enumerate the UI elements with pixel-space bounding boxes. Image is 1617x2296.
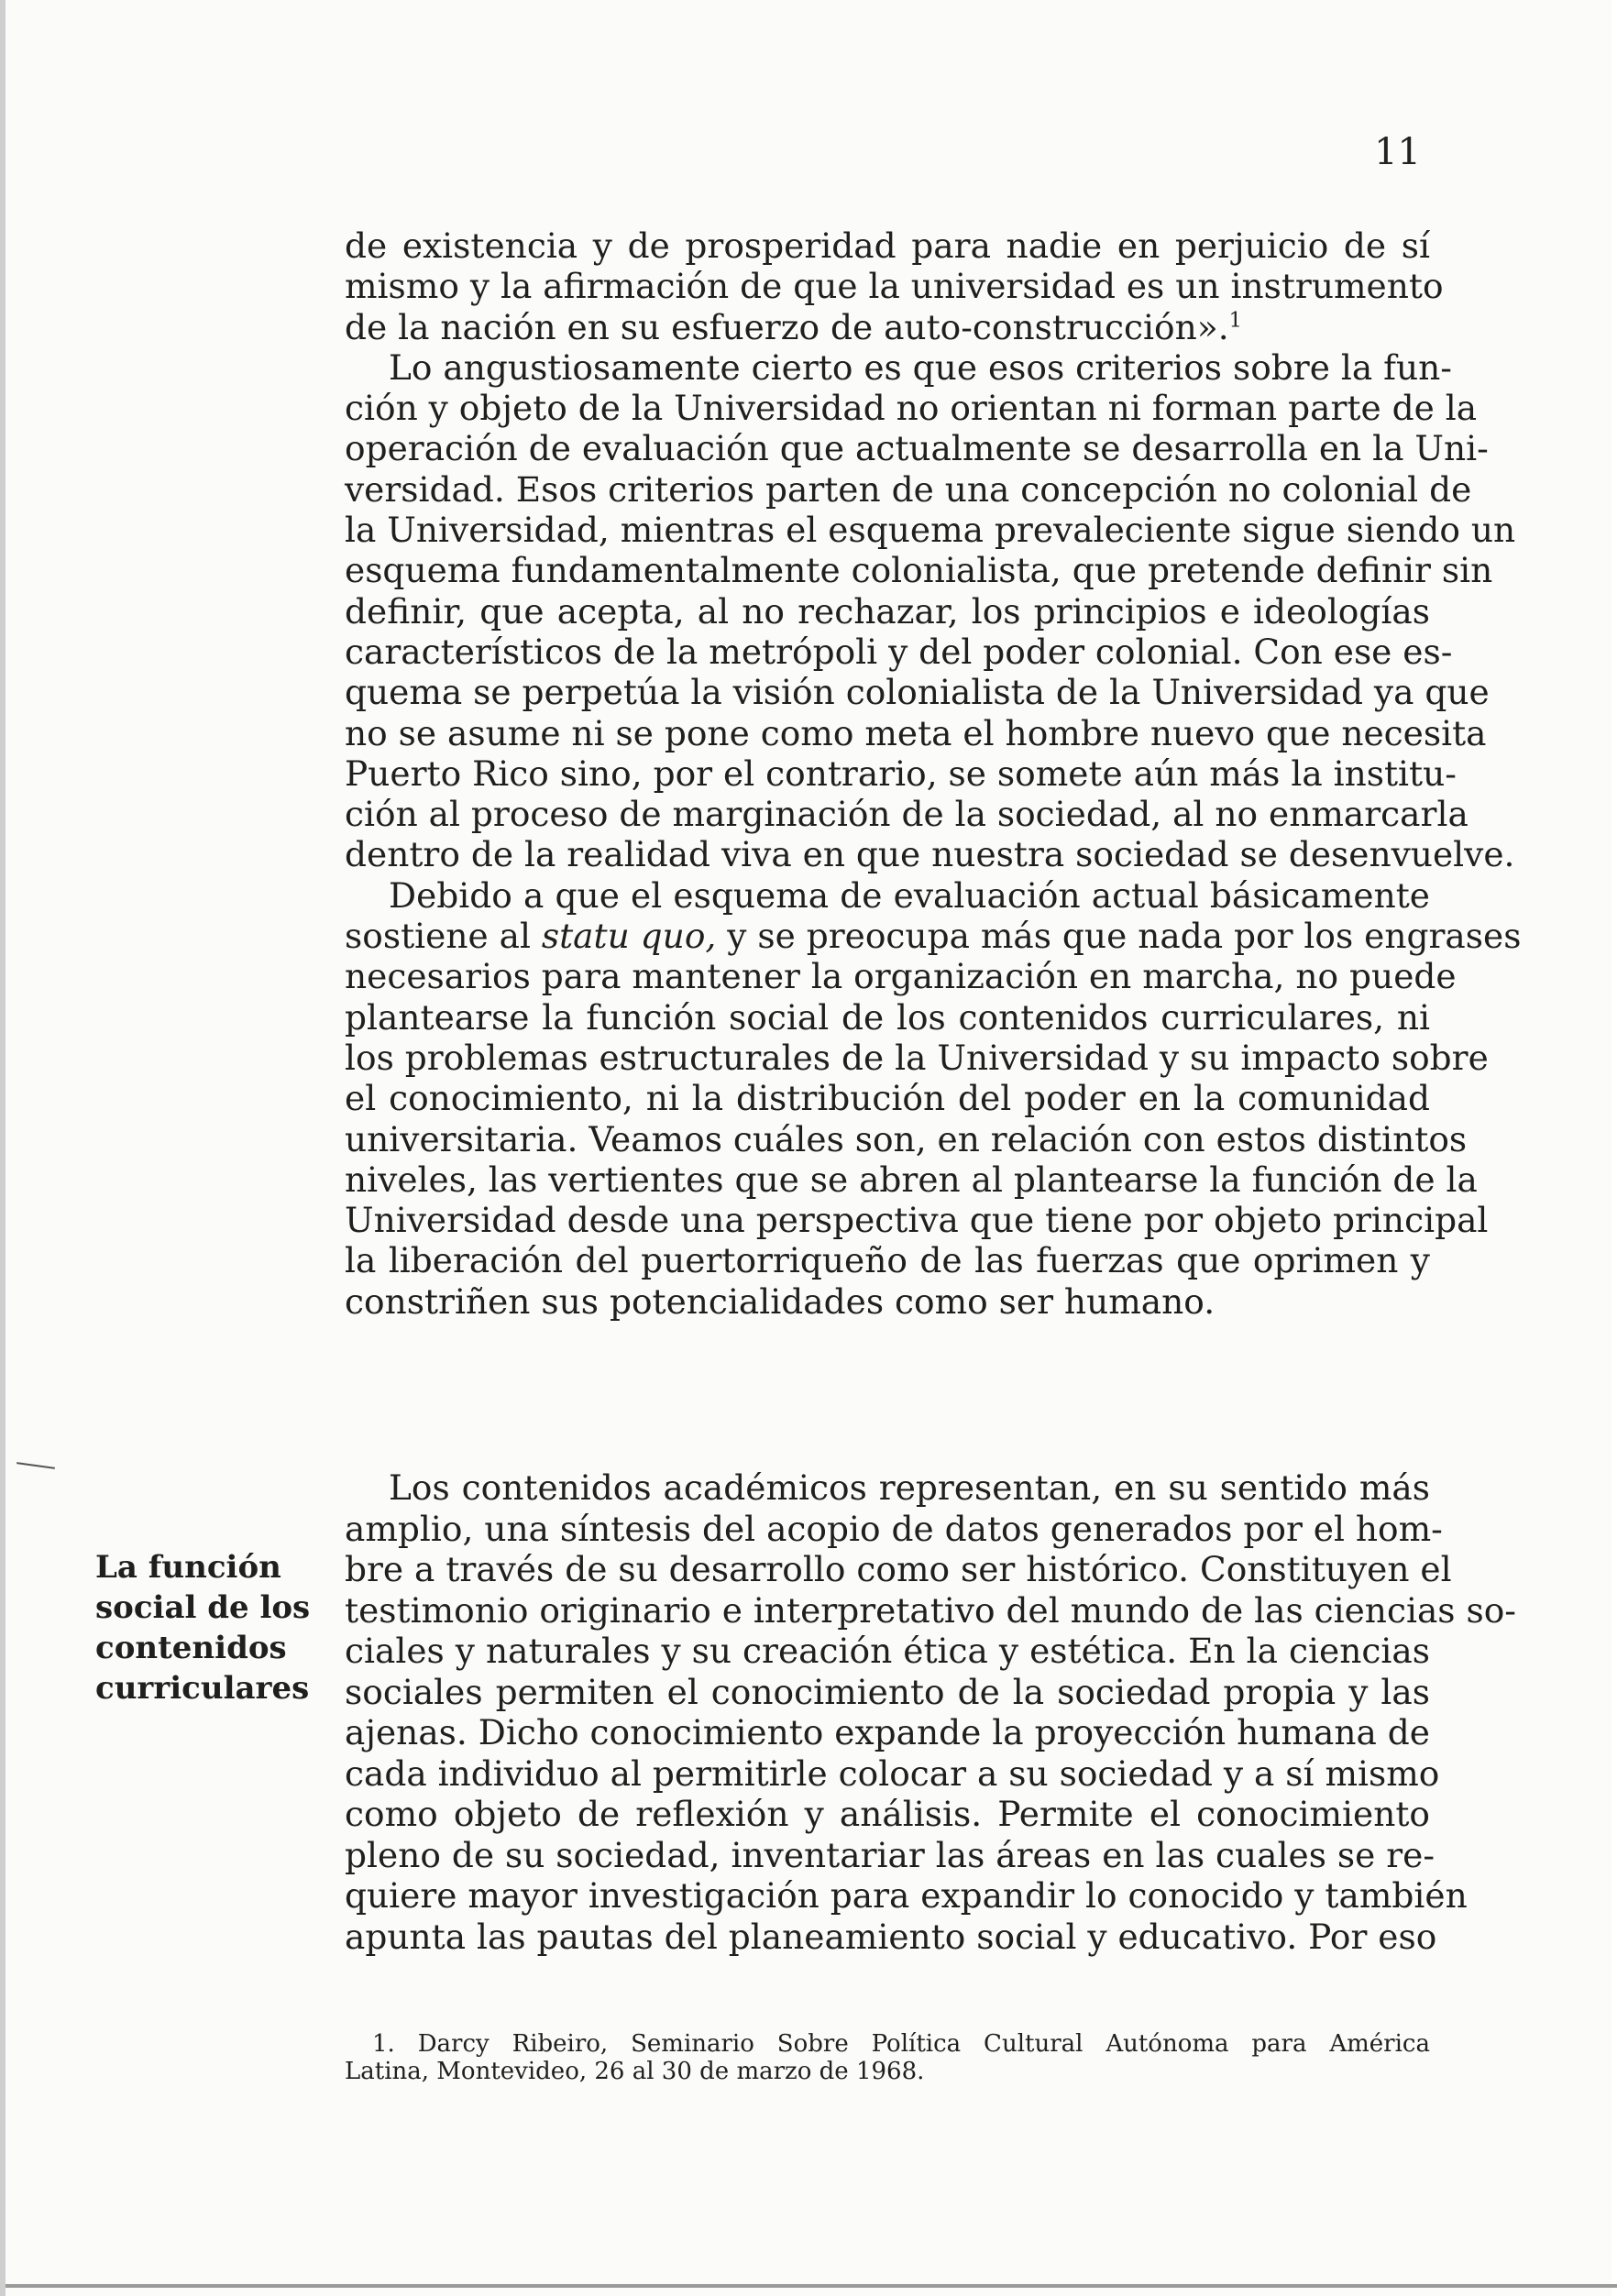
text-line: característicos de la metrópoli y del poder colonial. Con ese es- (345, 631, 1453, 672)
text-line: ciales y naturales y su creación ética y estética. En la ciencias (345, 1631, 1430, 1671)
text-line: bre a través de su desarrollo como ser histórico. Constituyen el (345, 1549, 1452, 1589)
heading-line: La función (95, 1549, 281, 1586)
text-line: pleno de su sociedad, inventariar las áreas en las cuales se re- (345, 1834, 1436, 1875)
margin-mark (16, 1462, 55, 1469)
footnote-reference: 1 (1228, 308, 1242, 333)
footnote-line: Latina, Montevideo, 26 al 30 de marzo de 1968. (345, 2058, 925, 2085)
body-text-top (345, 225, 1522, 1322)
section-heading (95, 1547, 315, 1708)
heading-line: curriculares (95, 1670, 310, 1707)
text-line: sociales permiten el conocimiento de la sociedad propia y las (345, 1671, 1430, 1712)
text-line: quema se perpetúa la visión colonialista de la Universidad ya que (345, 672, 1490, 713)
page-bottom-edge (6, 2284, 1617, 2288)
text-line: dentro de la realidad viva en que nuestra sociedad se desenvuelve. (345, 834, 1515, 875)
text-line: universitaria. Veamos cuáles son, en relación con estos distintos (345, 1118, 1468, 1159)
text-line-rest: y se preocupa más que nada por los engrases (727, 916, 1522, 957)
text-line: cada individuo al permitirle colocar a su sociedad y a sí mismo (345, 1752, 1440, 1794)
text-line: como objeto de reflexión y análisis. Permite el conocimiento (345, 1794, 1430, 1834)
text-line: la Universidad, mientras el esquema prevaleciente sigue siendo un (345, 510, 1516, 551)
text-line-prefix: sostiene al (345, 916, 531, 957)
footnote-line: 1. Darcy Ribeiro, Seminario Sobre Política Cultural Autónoma para América (372, 2030, 1430, 2058)
page-number: 11 (1374, 131, 1421, 173)
text-line: plantearse la función social de los contenidos curriculares, ni (345, 996, 1430, 1038)
italic-phrase: statu quo, (541, 916, 717, 957)
text-line: el conocimiento, ni la distribución del poder en la comunidad (345, 1078, 1430, 1119)
text-line: Universidad desde una perspectiva que tiene por objeto principal (345, 1200, 1489, 1241)
text-line: testimonio originario e interpretativo del mundo de las ciencias so- (345, 1589, 1516, 1631)
text-line (345, 916, 1522, 957)
text-line: definir, que acepta, al no rechazar, los principios e ideologías (345, 590, 1430, 632)
heading-line: social de los (95, 1589, 311, 1626)
text-line: ción al proceso de marginación de la sociedad, al no enmarcarla (345, 794, 1468, 835)
text-line: Puerto Rico sino, por el contrario, se somete aún más la institu- (345, 753, 1457, 794)
text-line: esquema fundamentalmente colonialista, que pretende definir sin (345, 550, 1493, 591)
text-line: constriñen sus potencialidades como ser humano. (345, 1280, 1216, 1322)
text-line: niveles, las vertientes que se abren al plantearse la función de la (345, 1159, 1478, 1200)
text-line: versidad. Esos criterios parten de una concepción no colonial de (345, 468, 1472, 510)
text-line: necesarios para mantener la organización en marcha, no puede (345, 956, 1457, 997)
text-line: operación de evaluación que actualmente se desarrolla en la Uni- (345, 428, 1489, 469)
text-line: Lo angustiosamente cierto es que esos criterios sobre la fun- (389, 346, 1452, 388)
text-line: la liberación del puertorriqueño de las fuerzas que oprimen y (345, 1240, 1430, 1281)
body-text-bottom (345, 1467, 1516, 1957)
text-line: ajenas. Dicho conocimiento expande la proyección humana de (345, 1712, 1430, 1752)
text-line: mismo y la afirmación de que la universidad es un instrumento (345, 266, 1444, 307)
footnote (345, 2030, 1430, 2085)
heading-line: contenidos (95, 1630, 287, 1666)
text-line: Debido a que el esquema de evaluación actual básicamente (389, 874, 1430, 916)
text-line: no se asume ni se pone como meta el hombre nuevo que necesita (345, 712, 1487, 753)
text-line: de existencia y de prosperidad para nadie en perjuicio de sí (345, 225, 1430, 266)
text-line-content: de la nación en su esfuerzo de auto-construcción». (345, 306, 1229, 347)
text-line: amplio, una síntesis del acopio de datos generados por el hom- (345, 1508, 1443, 1549)
text-line: Los contenidos académicos representan, en su sentido más (389, 1467, 1430, 1508)
text-line: quiere mayor investigación para expandir lo conocido y también (345, 1875, 1468, 1916)
text-line: los problemas estructurales de la Universidad y su impacto sobre (345, 1037, 1489, 1078)
text-line: ción y objeto de la Universidad no orientan ni forman parte de la (345, 388, 1478, 429)
text-line: apunta las pautas del planeamiento social y educativo. Por eso (345, 1916, 1437, 1957)
text-line (345, 307, 1430, 347)
